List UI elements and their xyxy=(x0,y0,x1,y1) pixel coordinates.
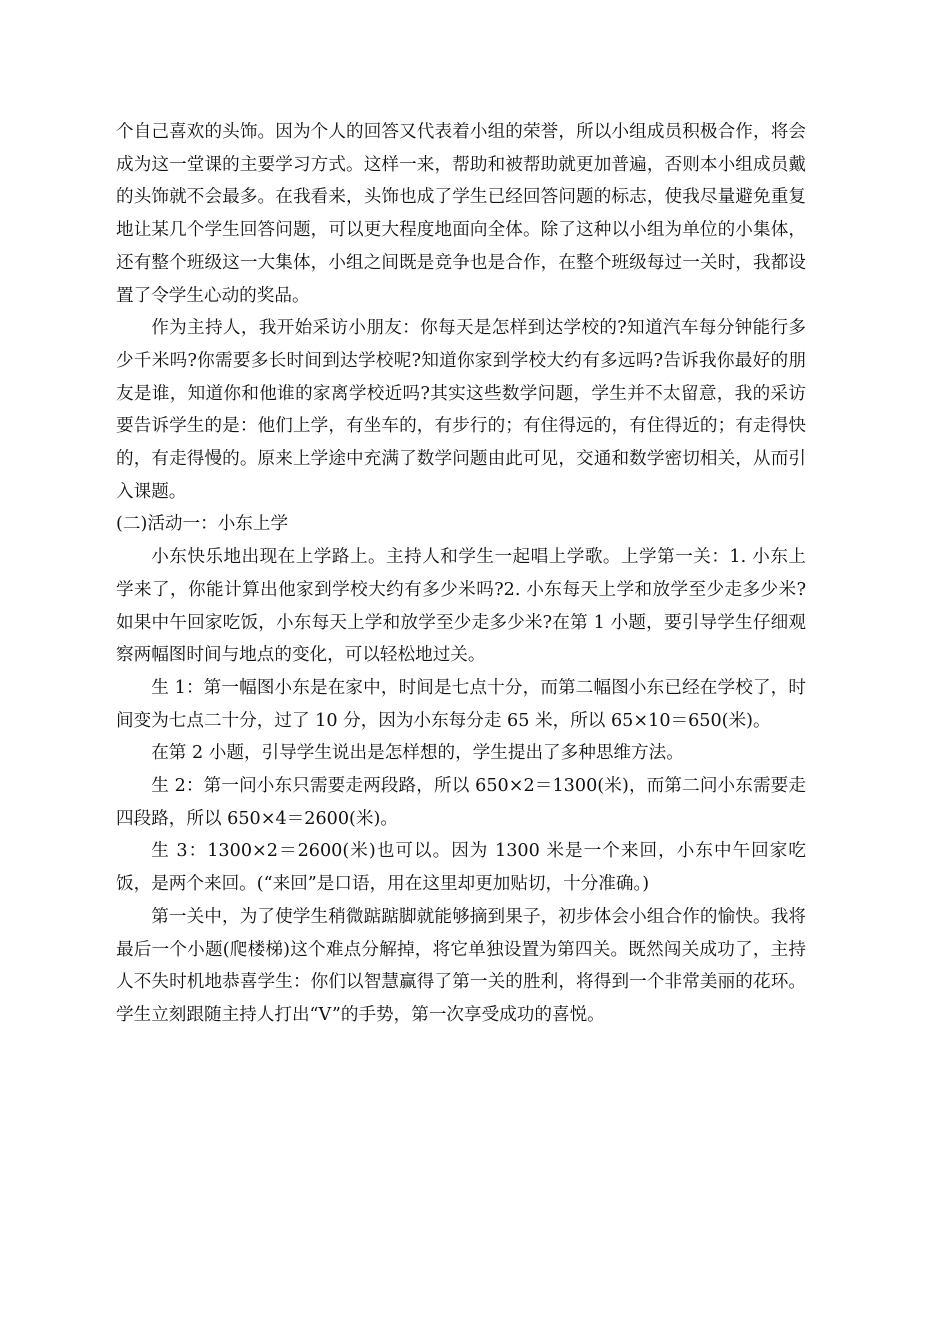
paragraph-student-2: 生 2：第一问小东只需要走两段路，所以 650×2＝1300(米)，而第二问小东需要走四段路，所以 650×4＝2600(米)。 xyxy=(116,776,806,829)
paragraph-continuation: 个自己喜欢的头饰。因为个人的回答又代表着小组的荣誉，所以小组成员积极合作，将会成为这一堂课的主要学习方式。这样一来，帮助和被帮助就更加普遍，否则本小组成员戴的头饰就不会最多。在我看来，头饰也成了学生已经回答问题的标志，使我尽量避免重复地让某几个学生回答问题，可以更大程度地面向全体。除了这种以小组为单位的小集体，还有整个班级这一大集体，小组之间既是竞争也是合作，在整个班级每过一关时，我都设置了令学生心动的奖品。 xyxy=(116,122,806,306)
paragraph-first-level: 小东快乐地出现在上学路上。主持人和学生一起唱上学歌。上学第一关：1. 小东上学来了，你能计算出他家到学校大约有多少米吗?2. 小东每天上学和放学至少走多少米?如果中午回家吃饭，小东每天上学和放学至少走多少米?在第 1 小题，要引导学生仔细观察两幅图时间与地点的变化，可以轻松地过关。 xyxy=(116,547,806,666)
paragraph-question-2: 在第 2 小题，引导学生说出是怎样想的，学生提出了多种思维方法。 xyxy=(151,743,684,764)
paragraph-first-level-summary: 第一关中，为了使学生稍微踮踮脚就能够摘到果子，初步体会小组合作的愉快。我将最后一个小题(爬楼梯)这个难点分解掉，将它单独设置为第四关。既然闯关成功了，主持人不失时机地恭喜学生：你们以智慧赢得了第一关的胜利，将得到一个非常美丽的花环。学生立刻跟随主持人打出“V”的手势，第一次享受成功的喜悦。 xyxy=(116,906,806,1025)
document-page xyxy=(116,116,806,1032)
section-heading-activity-one: (二)活动一：小东上学 xyxy=(116,514,289,535)
paragraph-interview: 作为主持人，我开始采访小朋友：你每天是怎样到达学校的?知道汽车每分钟能行多少千米吗?你需要多长时间到达学校呢?知道你家到学校大约有多远吗?告诉我你最好的朋友是谁，知道你和他谁的家离学校近吗?其实这些数学问题，学生并不太留意，我的采访要告诉学生的是：他们上学，有坐车的，有步行的；有住得远的，有住得近的；有走得快的，有走得慢的。原来上学途中充满了数学问题由此可见，交通和数学密切相关，从而引入课题。 xyxy=(116,318,806,502)
paragraph-student-3: 生 3：1300×2＝2600(米)也可以。因为 1300 米是一个来回，小东中午回家吃饭，是两个来回。(“来回”是口语，用在这里却更加贴切，十分准确。) xyxy=(116,841,806,895)
paragraph-student-1: 生 1：第一幅图小东是在家中，时间是七点十分，而第二幅图小东已经在学校了，时间变为七点二十分，过了 10 分，因为小东每分走 65 米，所以 65×10＝650(米)。 xyxy=(116,677,806,731)
